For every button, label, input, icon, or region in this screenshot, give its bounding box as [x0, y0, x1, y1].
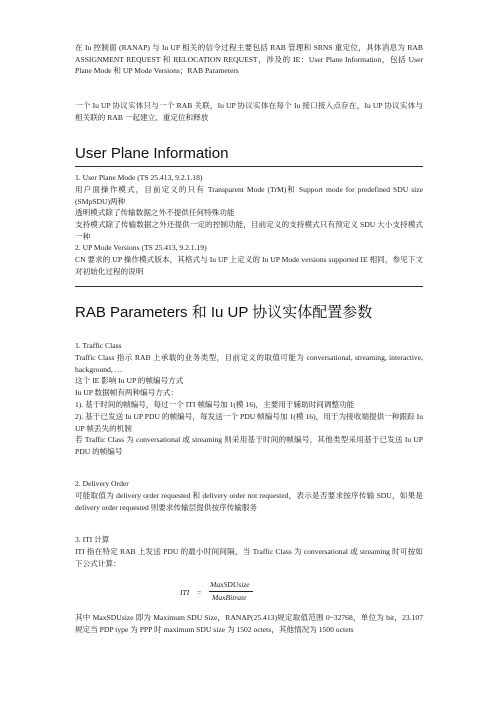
- section-divider: [75, 166, 423, 167]
- sec2-line-8: 2. Delivery Order: [75, 479, 129, 488]
- sec2-line-2: Traffic Class 指示 RAB 上承载的业务类型，目前定义的取值可能为 conversational, streaming, interactive, background, …: [75, 353, 423, 374]
- formula-numerator: MaxSDUsize: [210, 580, 250, 589]
- sec2-line-5: 1). 基于时间的帧编号，每过一个 ITI 帧编号加 1(模 16)，主要用于辅助时间调整功能: [75, 400, 355, 409]
- sec2-line-10: 3. ITI 计算: [75, 535, 110, 544]
- sec1-line-4: 支持模式除了传输数据之外还提供一定的控制功能，目前定义的支持模式只有预定义 SDU 大小支持模式一种: [75, 220, 423, 241]
- sec1-line-3: 透明模式除了传输数据之外不提供任何特殊功能: [75, 208, 235, 217]
- section-heading-rab-parameters: RAB Parameters 和 Iu UP 协议实体配置参数: [75, 304, 373, 321]
- formula-denominator: MaxBitrate: [212, 593, 247, 602]
- formula-lhs: ITI: [180, 588, 190, 597]
- intro-paragraph-2: 一个 Iu UP 协议实体只与一个 RAB 关联，Iu UP 协议实体在每个 Iu 接口接入点存在，Iu UP 协议实体与相关联的 RAB 一起建立、重定位和释放: [75, 101, 423, 122]
- section-heading-user-plane-information: User Plane Information: [75, 145, 229, 162]
- formula-equals: =: [197, 588, 202, 597]
- sec2-line-6: 2). 基于已发送 Iu UP PDU 的帧编号，每发送一个 PDU 帧编号加 1(模 16)，用于为接收端提供一种跟踪 Iu UP 帧丢失的机制: [75, 412, 423, 433]
- sec2-line-1: 1. Traffic Class: [75, 341, 122, 350]
- sec2-line-3: 这个 IE 影响 Iu UP 的帧编号方式: [75, 376, 184, 385]
- sec2-line-11: ITI 指在特定 RAB 上发送 PDU 的最小时间间隔，当 Traffic Class 为 conversational 或 streaming 时可按如下公式计算：: [75, 547, 423, 568]
- sec2-line-4: Iu UP 数据帧有两种编号方式：: [75, 388, 179, 397]
- section-divider: [75, 286, 423, 287]
- formula-fraction-bar: [209, 591, 253, 592]
- sec1-line-5: 2. UP Mode Versions (TS 25.413, 9.2.1.19): [75, 243, 207, 252]
- sec1-line-6: CN 要求的 UP 操作模式版本，其格式与 Iu UP 上定义的 Iu UP Mode versions supported IE 相同，参见下文对初始化过程的说明: [75, 255, 423, 276]
- sec2-line-12: 其中 MaxSDUsize 即为 Maximum SDU Size，RANAP(25.413)规定取值范围 0~32768，单位为 bit，23.107 规定当 PDP type 为 PPP 时 maximum SDU size 为 1502 octets，其他情况为 1500 octets: [75, 613, 423, 634]
- sec1-line-1: 1. User Plane Mode (TS 25.413, 9.2.1.18): [75, 173, 203, 182]
- intro-paragraph-1: 在 Iu 控制面 (RANAP) 与 Iu UP 相关的信令过程主要包括 RAB 管理和 SRNS 重定位，具体消息为 RAB ASSIGNMENT REQUEST 和 RELOCATION REQUEST，涉及的 IE：User Plane Information，包括 User Plane Mode 和 UP Mode Versions；RAB Parameters: [75, 43, 423, 76]
- sec1-line-2: 用户面操作模式，目前定义的只有 Transparent Mode (TrM)和 Support mode for predefined SDU size (SMpSDU)两种: [75, 185, 423, 206]
- sec2-line-7: 若 Traffic Class 为 conversational 或 streaming 则采用基于时间的帧编号，其他类型采用基于已发送 Iu UP PDU 的帧编号: [75, 435, 423, 456]
- sec2-line-9: 可能取值为 delivery order requested 和 delivery order not requested，表示是否要求按序传输 SDU，如果是 delivery order requested 则要求传输层提供按序传输服务: [75, 491, 423, 512]
